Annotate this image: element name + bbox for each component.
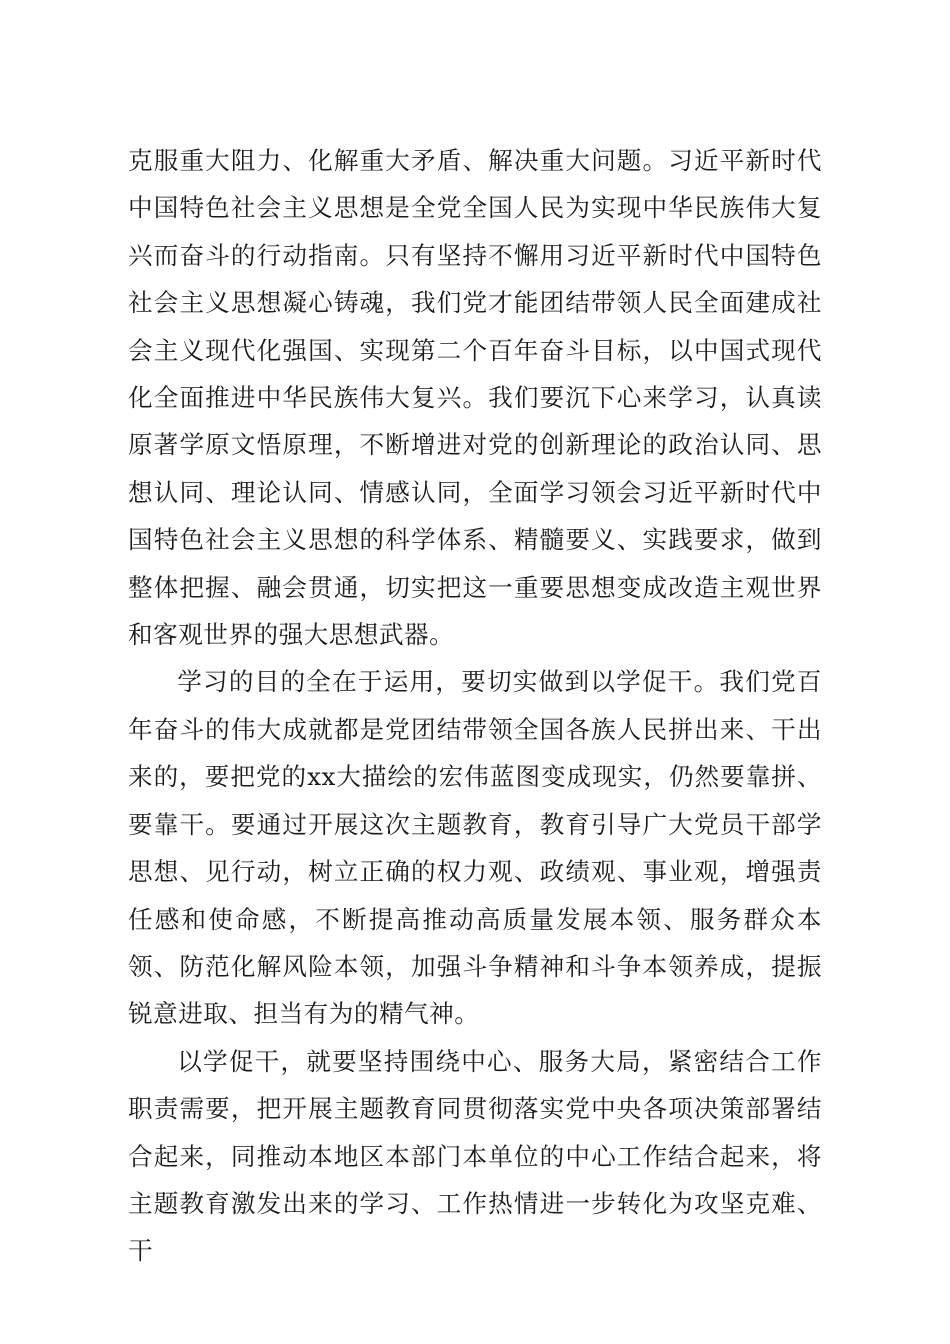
- paragraph-2: 学习的目的全在于运用，要切实做到以学促干。我们党百年奋斗的伟大成就都是党团结带领全国各族人民拼出来、干出来的，要把党的xx大描绘的宏伟蓝图变成现实，仍然要靠拼、要靠干。要通过开展这次主题教育，教育引导广大党员干部学思想、见行动，树立正确的权力观、政绩观、事业观，增强责任感和使命感，不断提高推动高质量发展本领、服务群众本领、防范化解风险本领，加强斗争精神和斗争本领养成，提振锐意进取、担当有为的精气神。: [128, 667, 822, 1029]
- document-body: [128, 137, 822, 1275]
- paragraph-3: 以学促干，就要坚持围绕中心、服务大局，紧密结合工作职责需要，把开展主题教育同贯彻落实党中央各项决策部署结合起来，同推动本地区本部门本单位的中心工作结合起来，将主题教育激发出来的学习、工作热情进一步转化为攻坚克难、干: [128, 1046, 822, 1266]
- paragraph-1: 克服重大阻力、化解重大矛盾、解决重大问题。习近平新时代中国特色社会主义思想是全党全国人民为实现中华民族伟大复兴而奋斗的行动指南。只有坚持不懈用习近平新时代中国特色社会主义思想凝心铸魂，我们党才能团结带领人民全面建成社会主义现代化强国、实现第二个百年奋斗目标，以中国式现代化全面推进中华民族伟大复兴。我们要沉下心来学习，认真读原著学原文悟原理，不断增进对党的创新理论的政治认同、思想认同、理论认同、情感认同，全面学习领会习近平新时代中国特色社会主义思想的科学体系、精髓要义、实践要求，做到整体把握、融会贯通，切实把这一重要思想变成改造主观世界和客观世界的强大思想武器。: [128, 146, 822, 650]
